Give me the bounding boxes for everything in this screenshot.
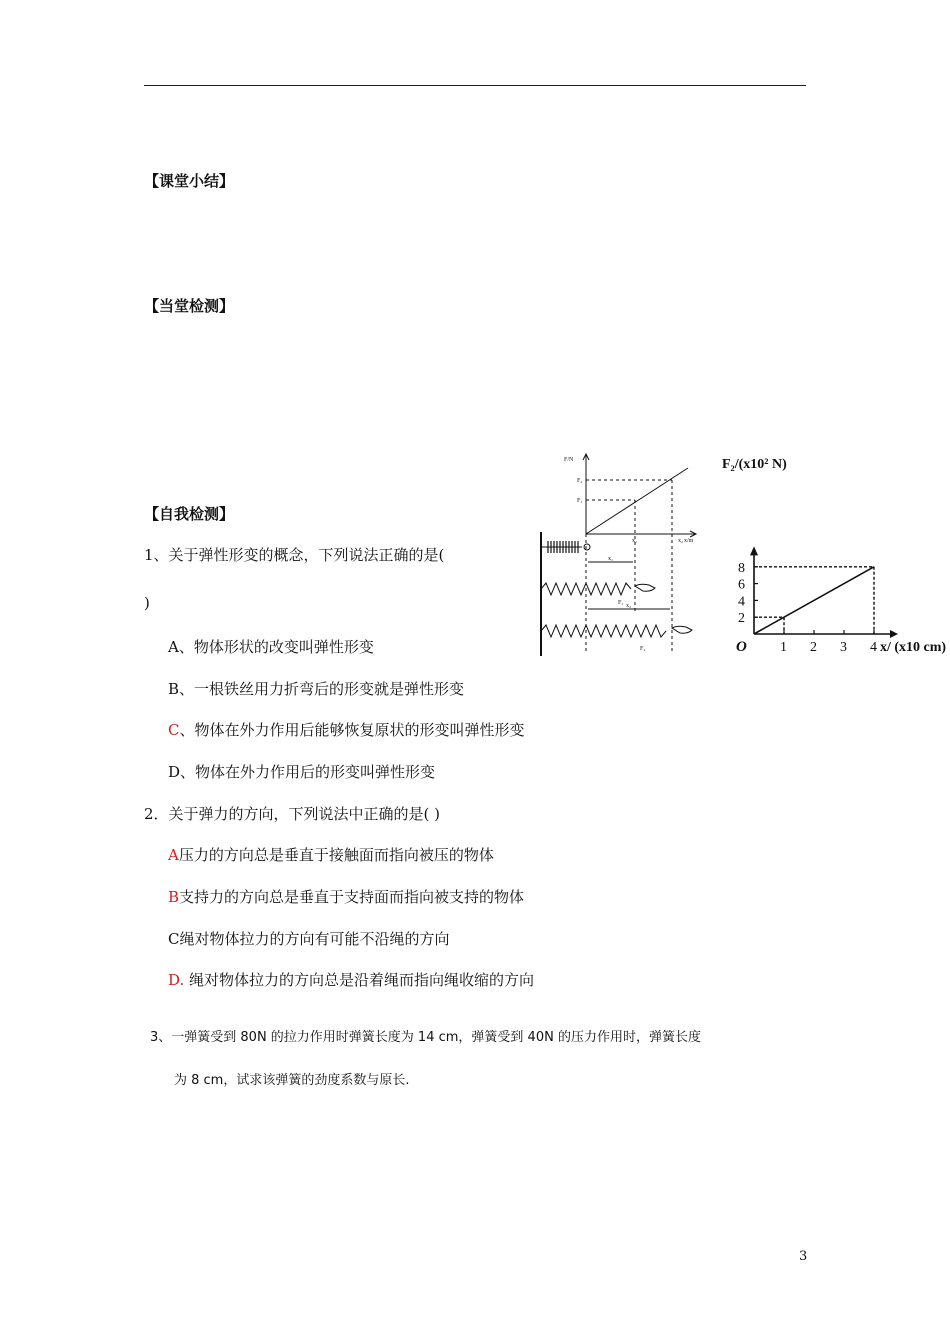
- left-f1-force: F₁: [618, 600, 624, 606]
- q1-option-d: D、物体在外力作用后的形变叫弹性形变: [168, 763, 436, 781]
- q2-option-a: A压力的方向总是垂直于接触面而指向被压的物体: [168, 846, 494, 864]
- x-tick-label: 1: [780, 640, 787, 655]
- series-line: [754, 567, 874, 634]
- force-extension-chart: [714, 452, 950, 662]
- q2-option-b: B支持力的方向总是垂直于支持面而指向被支持的物体: [168, 888, 525, 906]
- x-tick-label: 2: [810, 640, 817, 655]
- section-check-heading: 【当堂检测】: [144, 297, 235, 315]
- header-rule: [144, 85, 806, 86]
- left-y-label: F/N: [564, 457, 574, 463]
- left-f2-force: F₂: [640, 646, 646, 652]
- left-f1-label: F₁: [577, 498, 583, 504]
- y-axis-arrow: [750, 546, 758, 555]
- left-x1-label: x₁: [632, 538, 638, 544]
- section-summary-heading: 【课堂小结】: [144, 172, 235, 190]
- q2-stem: 2．关于弹力的方向，下列说法中正确的是( ): [144, 805, 441, 823]
- q3-line1: 3、一弹簧受到 80N 的拉力作用时弹簧长度为 14 cm，弹簧受到 40N 的压力作用时，弹簧长度: [150, 1030, 701, 1045]
- spring-figure: [536, 452, 708, 658]
- left-f2-label: F₂: [577, 478, 583, 484]
- q1-option-a: A、物体形状的改变叫弹性形变: [168, 638, 374, 656]
- left-x2-dim: x₂: [626, 603, 632, 609]
- left-x1-dim: x₁: [608, 556, 614, 562]
- x-axis-label: x/ (x10 cm): [880, 640, 947, 655]
- q2-option-c: C绳对物体拉力的方向有可能不沿绳的方向: [168, 930, 450, 948]
- x-axis-arrow: [890, 630, 898, 638]
- y-tick-label: 4: [738, 594, 745, 610]
- left-x-label: x/m: [684, 538, 694, 544]
- y-tick-label: 2: [738, 611, 745, 627]
- x-tick-label: 3: [840, 640, 847, 655]
- q1-stem: 1、关于弹性形变的概念，下列说法正确的是(: [144, 546, 445, 564]
- y-axis-label: F₂/(x10² N): [722, 457, 787, 472]
- origin-label: O: [736, 639, 747, 655]
- q2-option-d: D. 绳对物体拉力的方向总是沿着绳而指向绳收缩的方向: [168, 971, 535, 989]
- x-tick-label: 4: [870, 640, 877, 655]
- q3-line2: 为 8 cm，试求该弹簧的劲度系数与原长.: [174, 1073, 410, 1088]
- page-number: 3: [799, 1249, 808, 1264]
- section-self-heading: 【自我检测】: [144, 505, 235, 523]
- y-tick-label: 6: [738, 577, 745, 593]
- q1-option-b: B、一根铁丝用力折弯后的形变就是弹性形变: [168, 680, 465, 698]
- q1-option-c: C、物体在外力作用后能够恢复原状的形变叫弹性形变: [168, 721, 525, 739]
- left-x2-label: x₂: [678, 538, 684, 544]
- y-tick-label: 8: [738, 560, 745, 576]
- q1-stem-end: ): [144, 594, 150, 612]
